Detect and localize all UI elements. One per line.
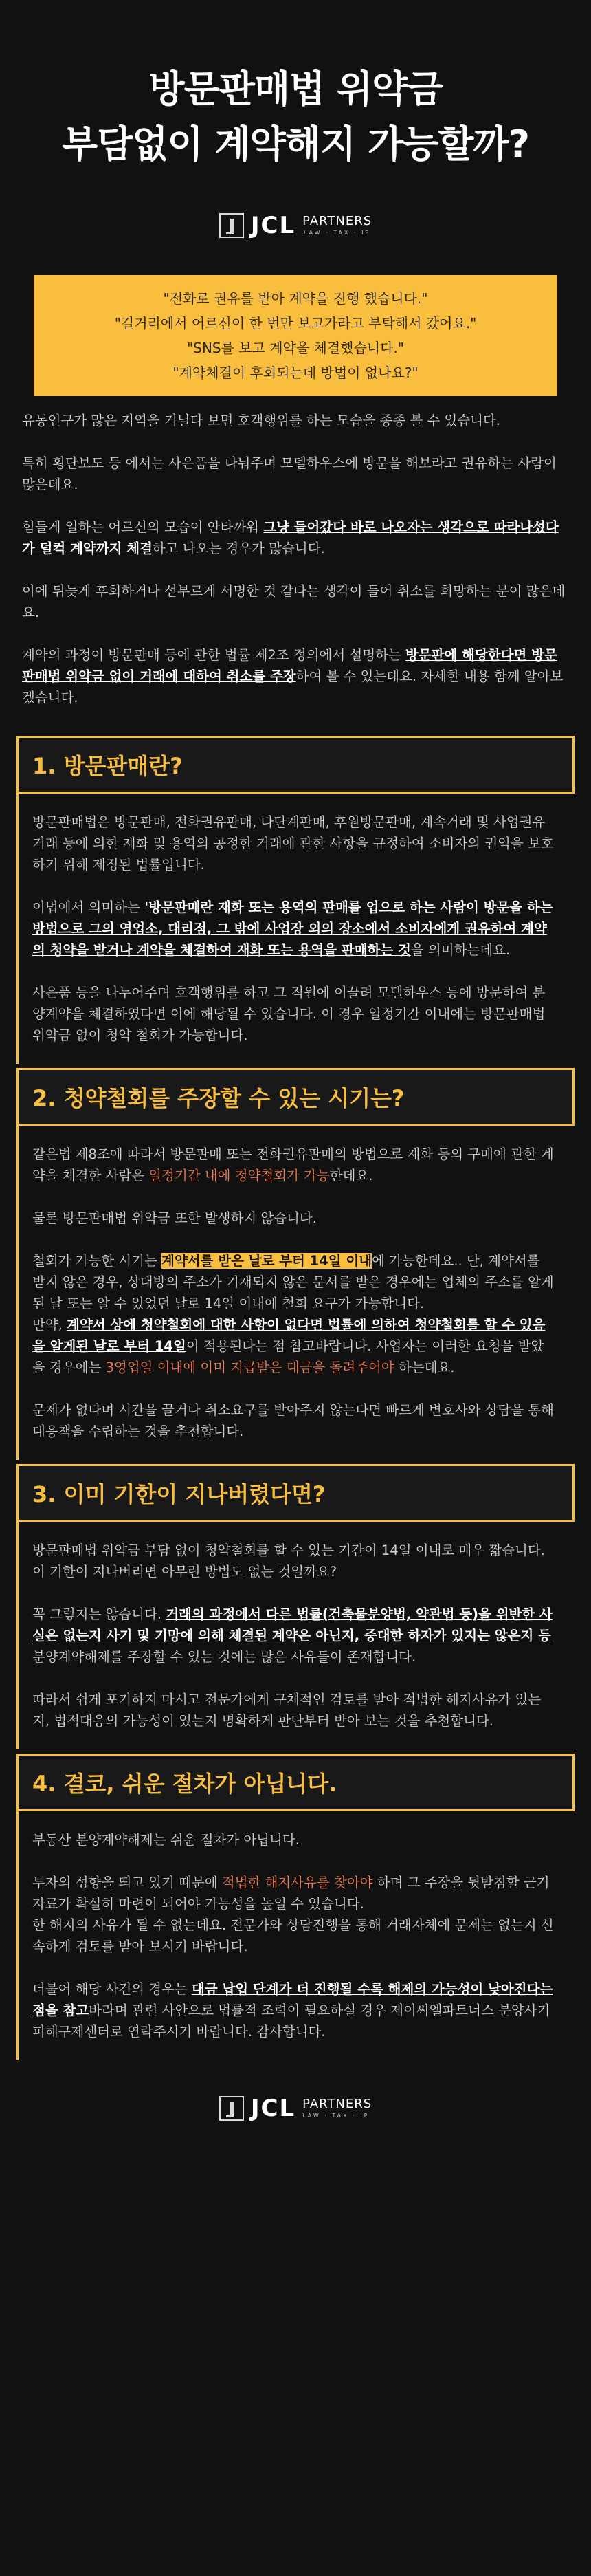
logo-brand: JCL: [250, 212, 296, 239]
section-2-body: [19, 1126, 575, 1460]
logo-partners-text: PARTNERS: [302, 2097, 372, 2111]
section-4-body: [19, 1811, 575, 2060]
section-3-body: [19, 1522, 575, 1749]
section-4-title: 4. 결코, 쉬운 절차가 아닙니다.: [32, 1771, 337, 1797]
s2-highlight: 계약서를 받은 날로 부터 14일 이내: [161, 1253, 372, 1269]
title-line-1: 방문판매법 위약금: [148, 67, 443, 111]
title-line-2: 부담없이 계약해지 가능할까?: [62, 122, 529, 166]
section-1: [16, 736, 575, 1064]
s2-text: 에 가능한데요.. 단, 계약서를 받지 않은 경우, 상대방의 주소가 기재되지 않은 문서를 받은 경우에는 업체의 주소를 알게된 날 또는 알 수 있었던 날로 14일 이내에 철회 요구가 가능합니다.: [32, 1253, 554, 1311]
s1-text: 이법에서 의미하는: [32, 899, 145, 915]
footer-logo: [0, 2095, 591, 2122]
hero: [0, 0, 591, 239]
s2-text: 같은법 제8조에 따라서 방문판매 또는 전화권유판매의 방법으로 재화 등의 구매에 관한 계약을 체결한 사람은: [32, 1146, 554, 1183]
section-2-header: [19, 1068, 575, 1126]
s2-text: 한데요.: [329, 1168, 373, 1183]
intro-paragraph-1: 유동인구가 많은 지역을 거닐다 보면 호객행위를 하는 모습을 종종 볼 수 있습니다.: [22, 413, 501, 428]
brand-logo: [0, 212, 591, 239]
logo-sub-text: LAW · TAX · IP: [302, 2113, 370, 2119]
section-4-header: [19, 1754, 575, 1811]
s4-paragraph-4: [32, 1978, 554, 2042]
section-1-title: 1. 방문판매란?: [32, 753, 183, 779]
jcl-logo-icon: [219, 213, 244, 238]
quote-box: [34, 275, 557, 396]
intro-paragraph-5: [22, 644, 569, 708]
intro-text: 계약의 과정이 방문판매 등에 관한 법률 제2조 정의에서 설명하는: [22, 647, 405, 663]
s3-paragraph-3: 따라서 쉽게 포기하지 마시고 전문가에게 구체적인 검토를 받아 적법한 해지사유가 있는지, 법적대응의 가능성이 있는지 명확하게 판단부터 받아 보는 것을 추천합니다.: [32, 1692, 542, 1729]
jcl-logo-icon: [219, 2096, 244, 2121]
logo-partners: [302, 2098, 372, 2119]
s2-paragraph-2: 물론 방문판매법 위약금 또한 발생하지 않습니다.: [32, 1210, 317, 1226]
s4-paragraph-2: [32, 1872, 554, 1914]
section-1-body: [19, 794, 575, 1064]
section-1-header: [19, 736, 575, 794]
s4-text: 하며 그 주장을 뒷받침할 근거자료가 확실히 마련이 되어야 가능성을 높일 수 있습니다.: [32, 1875, 550, 1912]
s2-paragraph-3: [32, 1250, 554, 1314]
s3-text: 꼭 그렇지는 않습니다.: [32, 1606, 166, 1622]
s2-paragraph-5: 문제가 없다며 시간을 끌거나 취소요구를 받아주지 않는다면 빠르게 변호사와 상담을 통해 대응책을 수립하는 것을 추천합니다.: [32, 1402, 554, 1439]
section-3-header: [19, 1464, 575, 1522]
s2-text: 만약,: [32, 1317, 67, 1333]
section-3-title: 3. 이미 기한이 지나버렸다면?: [32, 1481, 326, 1507]
logo-partners: [302, 215, 372, 236]
quote-2: "길거리에서 어르신이 한 번만 보고가라고 부탁해서 갔어요.": [114, 315, 477, 331]
s4-paragraph-1: 부동산 분양계약해제는 쉬운 절차가 아닙니다.: [32, 1832, 300, 1848]
s2-text: 하는데요.: [394, 1360, 455, 1375]
quote-3: "SNS를 보고 계약을 체결했습니다.": [186, 340, 405, 356]
s3-paragraph-1: 방문판매법 위약금 부담 없이 청약철회를 할 수 있는 기간이 14일 이내로 매우 짧습니다. 이 기한이 지나버리면 아무런 방법도 없는 것일까요?: [32, 1542, 545, 1580]
section-2-title: 2. 청약철회를 주장할 수 있는 시기는?: [32, 1085, 405, 1111]
intro-paragraph-2: 특히 횡단보도 등 에서는 사은품을 나눠주며 모델하우스에 방문을 해보라고 권유하는 사람이 많은데요.: [22, 455, 557, 492]
s3-paragraph-2: [32, 1604, 554, 1668]
quote-4: "계약체결이 후회되는데 방법이 없나요?": [172, 364, 419, 381]
logo-partners-text: PARTNERS: [302, 214, 372, 228]
intro-text: 하여 볼 수 있는데요. 자세한 내용 함께 알아보겠습니다.: [22, 668, 564, 706]
logo-brand: JCL: [250, 2095, 296, 2122]
s1-text: 을 의미하는데요.: [410, 942, 511, 958]
s4-red-text: 적법한 해지사유를 찾아야: [221, 1875, 373, 1890]
intro-text: 힘들게 일하는 어르신의 모습이 안타까워: [22, 519, 264, 535]
s2-emphasis: 계약서 상에 청약철회에 대한 사항이 없다면 법률에 의하여 청약철회를 할 수 있음을 알게된 날로 부터 14일: [32, 1317, 546, 1354]
section-3: [16, 1464, 575, 1749]
s2-red-text: 3영업일 이내에 이미 지급받은 대금을 돌려주어야: [105, 1360, 394, 1375]
s1-paragraph-1: 방문판매법은 방문판매, 전화권유판매, 다단계판매, 후원방문판매, 계속거래 및 사업권유거래 등에 의한 재화 및 용역의 공정한 거래에 관한 사항을 규정하여 소비자의 권익을 보호하기 위해 제정된 법률입니다.: [32, 814, 554, 873]
s2-text: 이 적용된다는 점 참고바랍니다. 사업자는 이러한 요청을 받았을 경우에는: [32, 1338, 544, 1375]
section-2: [16, 1068, 575, 1460]
s2-red-text: 일정기간 내에 청약철회가 가능: [148, 1168, 330, 1183]
section-4: [16, 1754, 575, 2060]
s1-paragraph-3: 사은품 등을 나누어주며 호객행위를 하고 그 직원에 이끌려 모델하우스 등에 방문하여 분양계약을 체결하였다면 이에 해당될 수 있습니다. 이 경우 일정기간 이내에는 방문판매법 위약금 없이 청약 철회가 가능합니다.: [32, 985, 546, 1043]
intro-text: 하고 나오는 경우가 많습니다.: [152, 541, 325, 556]
s1-paragraph-2: [32, 897, 554, 961]
page-title: [0, 62, 591, 172]
intro: [0, 410, 591, 708]
s2-paragraph-4: [32, 1314, 554, 1378]
intro-paragraph-4: 이에 뒤늦게 후회하거나 섣부르게 서명한 것 같다는 생각이 들어 취소를 희망하는 분이 많은데요.: [22, 583, 566, 620]
s4-text: 더불어 해당 사건의 경우는: [32, 1981, 192, 1997]
s2-paragraph-1: [32, 1144, 554, 1186]
s3-emphasis: 거래의 과정에서 다른 법률(건축물분양법, 약관법 등)을 위반한 사실은 없는지 사기 및 기망에 의해 체결된 계약은 아닌지, 중대한 하자가 있지는 않은지 등: [32, 1606, 553, 1644]
s1-emphasis: '방문판매란 재화 또는 용역의 판매를 업으로 하는 사람이 방문을 하는 방법으로 그의 영업소, 대리점, 그 밖에 사업장 외의 장소에서 소비자에게 권유하여 계약의 청약을 받거나 계약을 체결하여 재화 또는 용역을 판매하는 것: [32, 899, 553, 958]
quote-1: "전화로 권유를 받아 계약을 진행 했습니다.": [163, 290, 428, 307]
s3-text: 분양계약해제를 주장할 수 있는 것에는 많은 사유들이 존재합니다.: [32, 1649, 416, 1665]
intro-emphasis: 그냥 들어갔다 바로 나오자는 생각으로 따라나섰다가 덜컥 계약까지 체결: [22, 519, 559, 556]
s4-text: 투자의 성향을 띄고 있기 때문에: [32, 1875, 222, 1890]
intro-emphasis: 방문판에 해당한다면 방문판매법 위약금 없이 거래에 대하여 취소를 주장: [22, 647, 557, 684]
intro-paragraph-3: [22, 516, 569, 559]
s4-paragraph-3: 한 해지의 사유가 될 수 없는데요. 전문가와 상담진행을 통해 거래자체에 문제는 없는지 신속하게 검토를 받아 보시기 바랍니다.: [32, 1917, 554, 1954]
s4-emphasis: 대금 납입 단계가 더 진행될 수록 해제의 가능성이 낮아진다는 점을 참고: [32, 1981, 553, 2018]
s4-text: 바라며 관련 사안으로 법률적 조력이 필요하실 경우 제이씨엘파트너스 분양사기피해구제센터로 연락주시기 바랍니다. 감사합니다.: [32, 2002, 550, 2040]
logo-sub-text: LAW · TAX · IP: [304, 230, 371, 236]
s2-text: 철회가 가능한 시기는: [32, 1253, 162, 1269]
